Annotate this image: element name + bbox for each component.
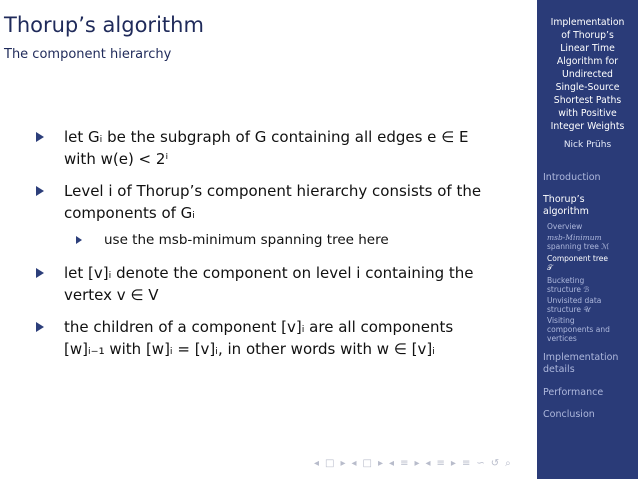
nav-doc-next-icon[interactable]: ▸ <box>450 458 456 469</box>
nav-frame-prev-icon[interactable]: ◂ <box>314 458 320 469</box>
nav-subsection-icon[interactable]: □ <box>362 458 372 469</box>
sidebar <box>537 0 638 479</box>
nav-section-icon[interactable]: ≡ <box>400 458 409 469</box>
sidebar-section-performance[interactable]: Performance <box>543 387 604 398</box>
sidebar-subsection-overview[interactable]: Overview <box>547 222 583 231</box>
bullet-list <box>36 126 511 370</box>
sidebar-subsection-label: Bucketing <box>547 276 585 285</box>
nav-doc-prev-icon[interactable]: ◂ <box>425 458 431 469</box>
bullet-triangle-icon <box>36 322 44 332</box>
bullet-item <box>36 262 511 306</box>
sidebar-subsection-label: components and <box>547 325 610 334</box>
sub-bullet-text: use the msb-minimum spanning tree here <box>104 232 389 248</box>
sidebar-section-label: details <box>543 364 575 375</box>
bullet-triangle-icon <box>36 186 44 196</box>
sidebar-title-line: Single-Source <box>555 82 620 93</box>
sidebar-subsection-label: structure ℬ <box>547 285 590 294</box>
sidebar-subsection-label: spanning tree ℳ <box>547 242 610 251</box>
sidebar-title-line: Shortest Paths <box>553 95 622 106</box>
bullet-item <box>36 180 511 224</box>
bullet-line: the children of a component [v]ᵢ are all components <box>64 318 454 336</box>
sidebar-title-line: Integer Weights <box>550 121 625 132</box>
nav-section-prev-icon[interactable]: ◂ <box>389 458 395 469</box>
bullet-line: let Gᵢ be the subgraph of G containing all edges e ∈ E <box>64 128 469 146</box>
nav-section-next-icon[interactable]: ▸ <box>414 458 420 469</box>
sidebar-subsection-label: Visiting <box>547 316 575 325</box>
sidebar-title[interactable] <box>539 16 636 133</box>
sidebar-section-implementation[interactable] <box>543 352 618 376</box>
nav-frame-next-icon[interactable]: ▸ <box>340 458 346 469</box>
bullet-triangle-icon <box>36 268 44 278</box>
nav-subsection-prev-icon[interactable]: ◂ <box>351 458 357 469</box>
frame-title: Thorup’s algorithm <box>4 13 204 37</box>
sidebar-section-thorups-algorithm[interactable] <box>543 194 589 218</box>
sidebar-title-line: Undirected <box>562 69 613 80</box>
sidebar-title-line: with Positive <box>558 108 617 119</box>
sidebar-subsection-label: structure 𝒰 <box>547 305 591 314</box>
bullet-line: let [v]ᵢ denote the component on level i containing the <box>64 264 474 282</box>
sidebar-subsection-bucketing[interactable] <box>547 276 635 294</box>
bullet-line: Level i of Thorup’s component hierarchy consists of the <box>64 182 482 200</box>
sidebar-subsection-visiting[interactable] <box>547 316 635 343</box>
sidebar-section-label: algorithm <box>543 206 589 217</box>
sidebar-subsection-label: msb-Minimum <box>547 233 602 242</box>
sidebar-title-line: Implementation <box>550 17 625 28</box>
sidebar-section-label: Implementation <box>543 352 619 363</box>
sidebar-section-conclusion[interactable]: Conclusion <box>543 409 595 420</box>
nav-subsection-next-icon[interactable]: ▸ <box>378 458 384 469</box>
bullet-item <box>36 126 511 170</box>
nav-doc-icon[interactable]: ≡ <box>436 458 445 469</box>
sidebar-subsection-msb-mst[interactable] <box>547 233 635 251</box>
bullet-item <box>36 316 511 360</box>
beamer-navigation-bar <box>314 458 511 469</box>
sidebar-subsection-unvisited[interactable] <box>547 296 635 314</box>
sidebar-section-label: Thorup’s <box>543 194 585 205</box>
sidebar-section-introduction[interactable]: Introduction <box>543 172 601 183</box>
sidebar-subsection-label: Component tree <box>547 254 609 263</box>
sidebar-title-line: Algorithm for <box>556 56 619 67</box>
frame-subtitle: The component hierarchy <box>4 47 172 62</box>
nav-search-icon[interactable]: ⌕ <box>505 458 511 469</box>
nav-back-icon[interactable]: ∽ <box>476 458 485 469</box>
sidebar-subsection-label: 𝒯 <box>547 263 553 272</box>
nav-align-icon[interactable]: ≡ <box>461 458 471 469</box>
nav-undo-icon[interactable]: ↺ <box>490 458 500 469</box>
sub-bullet-triangle-icon <box>76 236 82 244</box>
bullet-line: components of Gᵢ <box>64 204 195 222</box>
sidebar-author[interactable]: Nick Prühs <box>563 140 612 150</box>
bullet-triangle-icon <box>36 132 44 142</box>
sidebar-subsection-label: Unvisited data <box>547 296 602 305</box>
sidebar-title-line: of Thorup’s <box>561 30 614 41</box>
nav-frame-icon[interactable]: □ <box>325 458 335 469</box>
bullet-line: with w(e) < 2ⁱ <box>64 150 169 168</box>
bullet-line: [w]ᵢ₋₁ with [w]ᵢ = [v]ᵢ, in other words with w ∈ [v]ᵢ <box>64 340 435 358</box>
sidebar-title-line: Linear Time <box>560 43 615 54</box>
sidebar-subsection-label: vertices <box>547 334 577 343</box>
bullet-line: vertex v ∈ V <box>64 286 159 304</box>
sub-bullet-item <box>36 230 511 250</box>
sidebar-subsection-component-tree[interactable] <box>547 254 635 272</box>
